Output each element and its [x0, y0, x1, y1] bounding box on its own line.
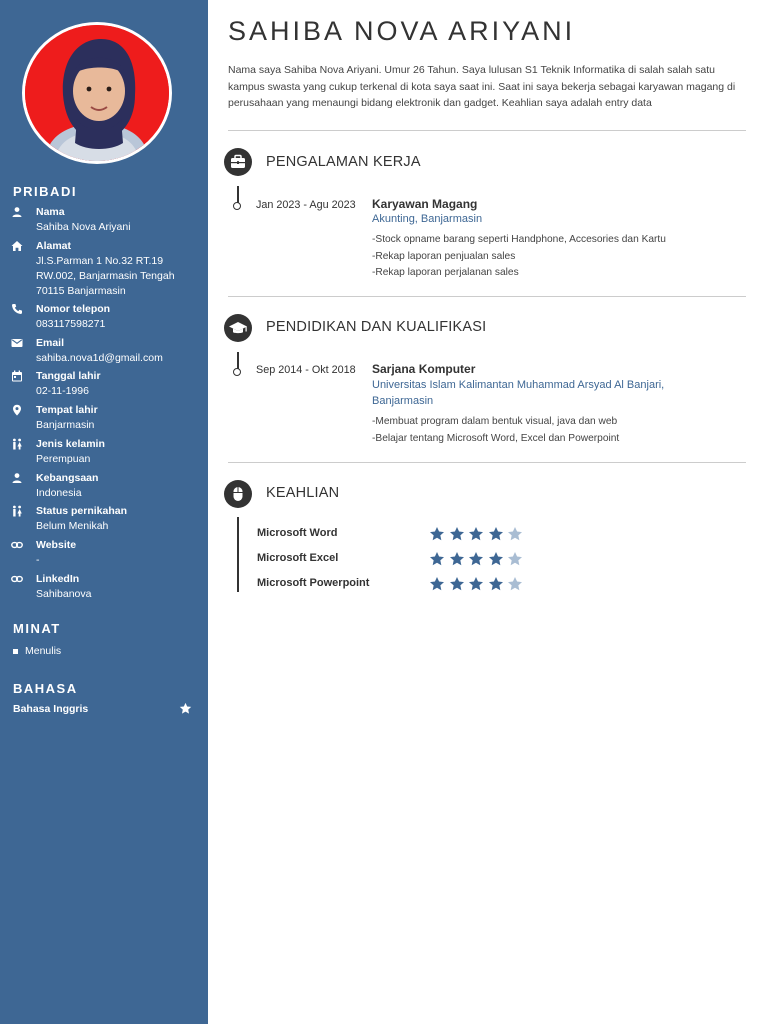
info-label: Kebangsaan: [36, 472, 99, 484]
info-value: Sahiba Nova Ariyani: [36, 221, 131, 233]
star-empty-icon: [507, 551, 523, 567]
divider: [228, 462, 746, 463]
timeline-line: [237, 186, 239, 203]
home-icon: [11, 240, 23, 252]
info-phone: [11, 303, 201, 333]
experience-title: Karyawan Magang: [372, 197, 478, 211]
info-email: [11, 337, 201, 367]
experience-period: Jan 2023 - Agu 2023: [256, 199, 356, 211]
star-icon: [179, 702, 192, 715]
timeline-line: [237, 517, 239, 592]
phone-icon: [11, 303, 23, 315]
portrait-image: [25, 25, 169, 161]
info-label: Nomor telepon: [36, 303, 111, 315]
info-label: Alamat: [36, 240, 72, 252]
star-filled-icon: [468, 526, 484, 542]
info-name: [11, 206, 201, 236]
info-value: Banjarmasin: [36, 419, 95, 431]
star-filled-icon: [468, 576, 484, 592]
experience-heading: PENGALAMAN KERJA: [266, 154, 421, 170]
info-birth-date: [11, 370, 201, 400]
language-item: [13, 703, 195, 717]
info-label: LinkedIn: [36, 573, 80, 585]
detail-line: -Belajar tentang Microsoft Word, Excel dan Powerpoint: [372, 432, 620, 444]
detail-line: -Membuat program dalam bentuk visual, java dan web: [372, 416, 618, 427]
info-value: sahiba.nova1d@gmail.com: [36, 352, 163, 364]
link-icon: [11, 539, 23, 551]
skill-row: [257, 551, 557, 567]
info-value: Jl.S.Parman 1 No.32 RT.19 RW.002, Banjarmasin Tengah 70115 Banjarmasin: [36, 255, 175, 297]
person-icon: [11, 472, 23, 484]
info-label: Website: [36, 539, 77, 551]
timeline-dot: [233, 368, 241, 376]
info-website: [11, 539, 201, 569]
info-label: Jenis kelamin: [36, 438, 105, 450]
star-empty-icon: [507, 576, 523, 592]
graduation-cap-icon: [224, 314, 252, 342]
info-nationality: [11, 472, 201, 502]
skills-heading: KEAHLIAN: [266, 485, 340, 501]
info-value: 02-11-1996: [36, 385, 89, 397]
detail-line: -Rekap laporan perjalanan sales: [372, 267, 519, 278]
profile-photo: [22, 22, 172, 164]
info-birth-place: [11, 404, 201, 434]
star-filled-icon: [488, 526, 504, 542]
education-degree: Sarjana Komputer: [372, 362, 476, 376]
info-label: Tanggal lahir: [36, 370, 101, 382]
education-details: [372, 414, 732, 447]
experience-company: Akunting, Banjarmasin: [372, 213, 483, 225]
mouse-icon: [224, 480, 252, 508]
languages-heading: BAHASA: [13, 681, 78, 696]
experience-details: [372, 232, 732, 282]
detail-line: -Rekap laporan penjualan sales: [372, 250, 516, 262]
star-filled-icon: [429, 526, 445, 542]
calendar-icon: [11, 370, 23, 382]
star-filled-icon: [449, 576, 465, 592]
star-filled-icon: [429, 551, 445, 567]
sidebar: [0, 0, 208, 1024]
info-label: Status pernikahan: [36, 505, 128, 517]
skill-row: [257, 526, 557, 542]
person-icon: [11, 206, 23, 218]
link-icon: [11, 573, 23, 585]
divider: [228, 296, 746, 297]
interest-label: Menulis: [25, 645, 62, 657]
main-content: [208, 0, 768, 1024]
info-address: [11, 240, 201, 300]
star-filled-icon: [488, 551, 504, 567]
interests-heading: MINAT: [13, 621, 61, 636]
timeline-line: [237, 352, 239, 369]
gender-icon: [11, 438, 23, 450]
profile-summary: Nama saya Sahiba Nova Ariyani. Umur 26 Tahun. Saya lulusan S1 Teknik Informatika di salah salah satu kampus swasta yang cukup terkenal di kota saya saat ini. Saat ini saya bekerja sebagai karyawan magang di perusahaan yang menaungi bidang elektronik dan gadget. Keahlian saya adalah entry data: [228, 64, 736, 109]
location-pin-icon: [11, 404, 23, 416]
education-institution: Universitas Islam Kalimantan Muhammad Arsyad Al Banjari, Banjarmasin: [372, 379, 665, 407]
info-value: Perempuan: [36, 453, 91, 465]
skill-name: Microsoft Powerpoint: [257, 577, 370, 589]
skill-name: Microsoft Word: [257, 527, 338, 539]
briefcase-icon: [224, 148, 252, 176]
bullet-icon: [13, 649, 18, 654]
star-filled-icon: [449, 526, 465, 542]
star-empty-icon: [507, 526, 523, 542]
star-filled-icon: [488, 576, 504, 592]
info-label: Email: [36, 337, 65, 349]
full-name: SAHIBA NOVA ARIYANI: [228, 16, 576, 46]
info-value: 083117598271: [36, 318, 106, 330]
education-heading: PENDIDIKAN DAN KUALIFIKASI: [266, 319, 487, 335]
info-value: Belum Menikah: [36, 520, 109, 532]
skill-row: [257, 576, 557, 592]
education-period: Sep 2014 - Okt 2018: [256, 364, 356, 376]
info-gender: [11, 438, 201, 468]
divider: [228, 130, 746, 131]
star-filled-icon: [468, 551, 484, 567]
info-marital-status: [11, 505, 201, 535]
star-filled-icon: [429, 576, 445, 592]
info-value: Indonesia: [36, 487, 82, 499]
info-label: Tempat lahir: [36, 404, 98, 416]
personal-heading: PRIBADI: [13, 184, 77, 199]
info-label: Nama: [36, 206, 65, 218]
couple-icon: [11, 505, 23, 517]
language-name: Bahasa Inggris: [13, 703, 89, 715]
info-linkedin: [11, 573, 201, 603]
skill-name: Microsoft Excel: [257, 552, 339, 564]
detail-line: -Stock opname barang seperti Handphone, Accesories dan Kartu: [372, 234, 666, 245]
email-icon: [11, 337, 23, 349]
info-value: -: [36, 554, 40, 566]
info-value: Sahibanova: [36, 588, 92, 600]
timeline-dot: [233, 202, 241, 210]
star-filled-icon: [449, 551, 465, 567]
